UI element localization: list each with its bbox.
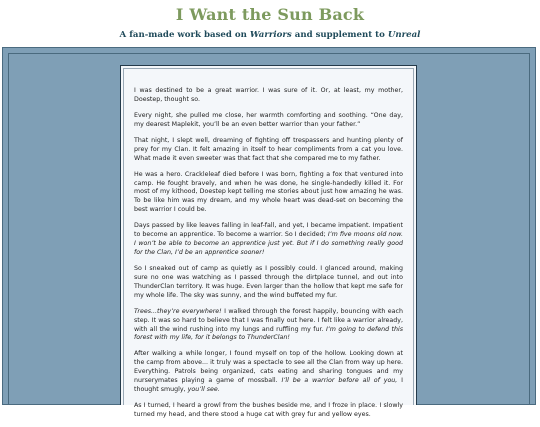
- story-paragraph-2: Every night, she pulled me close, her warmth comforting and soothing. “One day, my dearest Maplekit, you’ll be an even better warrior than your father.”: [134, 111, 403, 128]
- story-paragraph-8-thought-a: I’ll be a warrior before all of you,: [281, 377, 398, 385]
- story-paragraph-8-text-b: I thought smugly,: [134, 377, 403, 394]
- subtitle-prefix: A fan-made work based on: [119, 30, 250, 40]
- story-paragraph-8-thought-b: you’ll see.: [187, 386, 220, 394]
- story-paragraph-4: He was a hero. Crackleleaf died before I was born, fighting a fox that ventured into camp. He fought bravely, and when he was done, he single-handedly killed it. For most of my kithood, Doestep kept telling me stories about just how amazing he was. To be like him was my dream, and my whole heart was dead-set on becoming the best warrior I could be.: [134, 170, 403, 214]
- story-paragraph-8-text-a: After walking a while longer, I found myself on top of the hollow. Looking down at the camp from above... it truly was a spectacle to see all the Clan from way up here. Everything. Patrols being organized, cats eating and sharing tongues and my nurserymates playing a game of mossball.: [134, 350, 403, 385]
- story-paragraph-5-thought: I’m five moons old now. I won’t be able to become an apprentice just yet. But if I do something really good for the Clan, I’d be an apprentice sooner!: [134, 231, 403, 256]
- story-paragraph-9: As I turned, I heard a growl from the bushes beside me, and I froze in place. I slowly turned my head, and there stood a huge cat with grey fur and yellow eyes.: [134, 402, 403, 418]
- site-subtitle: [0, 30, 540, 40]
- story-paragraph-1: I was destined to be a great warrior. I was sure of it. Or, at least, my mother, Doestep, thought so.: [134, 87, 403, 103]
- subtitle-unreal: Unreal: [387, 30, 421, 40]
- story-page: [120, 65, 417, 418]
- site-header: [0, 0, 540, 50]
- story-paragraph-7-thought-b: I’m going to defend this forest with my life, for it belongs to ThunderClan!: [134, 325, 403, 342]
- site-title: I Want the Sun Back: [175, 5, 365, 24]
- story-paragraph-8: [134, 350, 403, 395]
- story-content: [134, 87, 403, 427]
- story-paragraph-7-text: I walked through the forest happily, bouncing with each step. It was so hard to believe that I was finally out here. I felt like a warrior already, with all the wind rushing into my lungs and ruffling my fur.: [134, 307, 403, 333]
- story-paragraph-7: [134, 308, 403, 344]
- story-paragraph-5-text: Days passed by like leaves falling in leaf-fall, and yet, I became impatient. Impatient to become an apprentice. To become a warrior. So I decided;: [134, 222, 403, 239]
- story-paragraph-5: [134, 222, 403, 258]
- story-paragraph-3: That night, I slept well, dreaming of fighting off trespassers and hunting plenty of prey for my Clan. It felt amazing in itself to hear compliments from a cat you love. What made it even sweeter was that fact that she compared me to my father.: [134, 136, 403, 162]
- subtitle-middle: and supplement to: [291, 30, 388, 40]
- subtitle-warriors: Warriors: [249, 30, 292, 40]
- story-paragraph-7-thought-a: Trees...they’re everywhere!: [134, 307, 222, 315]
- story-paragraph-6: So I sneaked out of camp as quietly as I possibly could. I glanced around, making sure no one was watching as I passed through the dirtplace tunnel, and out into ThunderClan territory. It was huge. Even larger than the hollow that kept me safe for my whole life. The sky was sunny, and the wind buffeted my fur.: [134, 264, 403, 299]
